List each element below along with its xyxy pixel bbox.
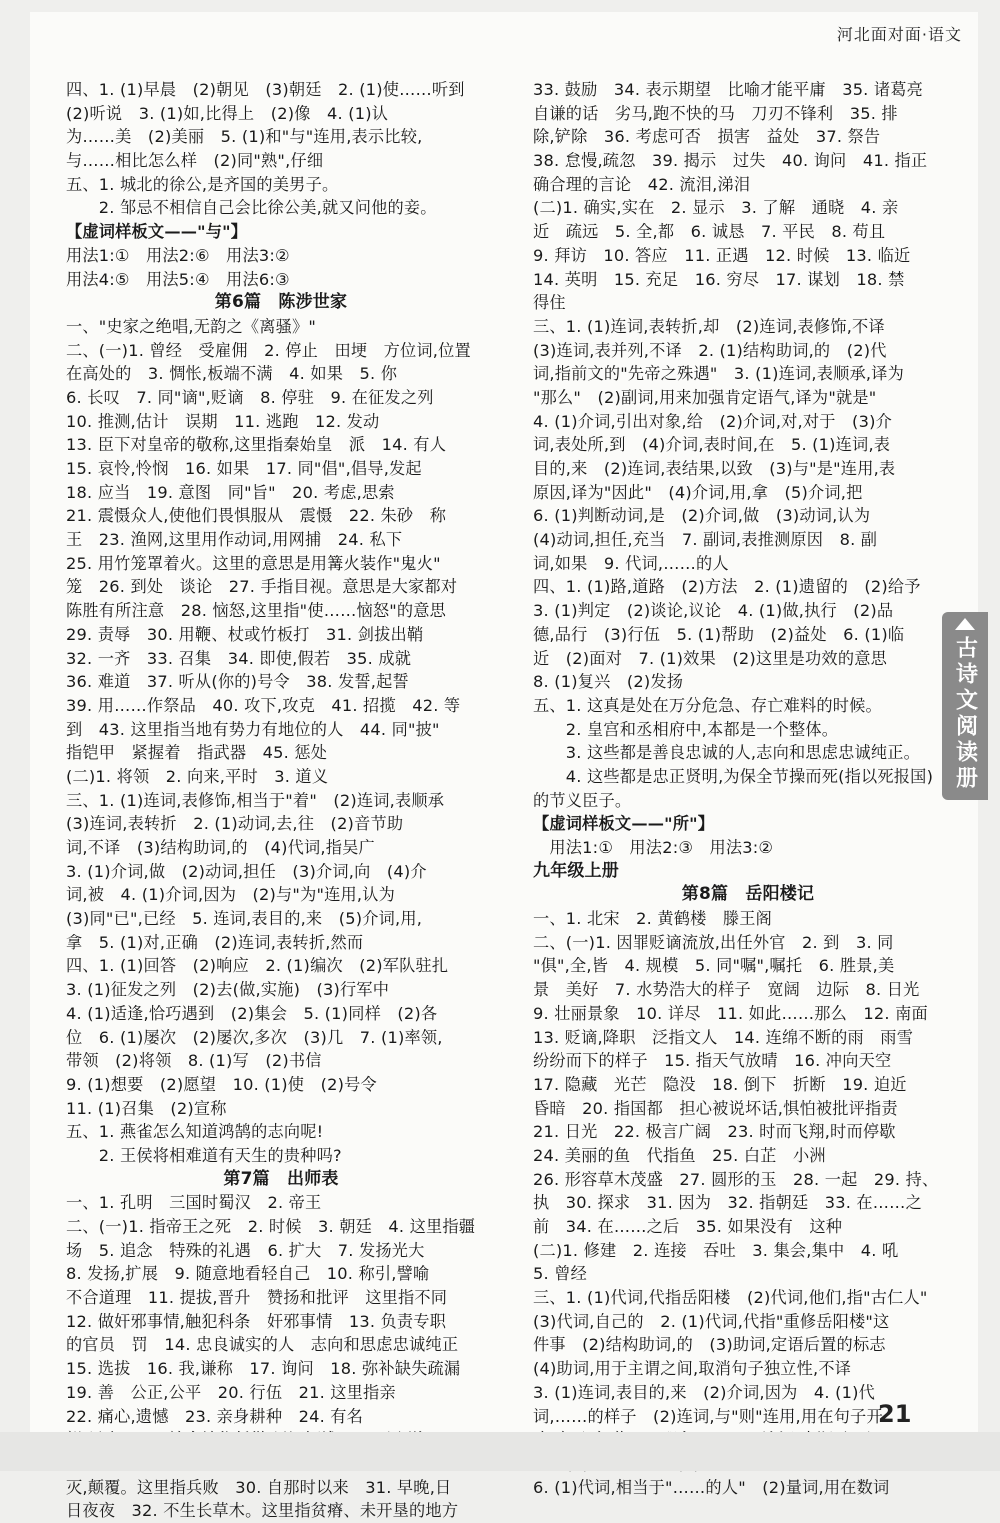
answer-line: 四、1. (1)回答 (2)响应 2. (1)编次 (2)军队驻扎 bbox=[66, 956, 449, 976]
answer-line: 2. 皇宫和丞相府中,本都是一个整体。 bbox=[533, 719, 839, 739]
answer-line: "俱",全,皆 4. 规模 5. 同"嘱",嘱托 6. 胜景,美 bbox=[533, 956, 895, 976]
answer-line: 日夜夜 32. 不生长草木。这里指贫瘠、未开垦的地方 bbox=[66, 1501, 459, 1521]
answer-line: 13. 贬谪,降职 泛指文人 14. 连绵不断的雨 雨雪 bbox=[533, 1027, 914, 1047]
answer-line: 词,如果 9. 代词,……的人 bbox=[533, 553, 729, 573]
answer-line: 4. (1)适逢,恰巧遇到 (2)集会 5. (1)同样 (2)各 bbox=[66, 1003, 438, 1023]
answer-line: 6. (1)代词,相当于"……的人" (2)量词,用在数词 bbox=[533, 1477, 890, 1497]
answer-line: 指铠甲 紧握着 指武器 45. 惩处 bbox=[66, 743, 328, 763]
answer-line: 22. 痛心,遗憾 23. 亲身耕种 24. 有名 bbox=[66, 1406, 364, 1426]
answer-line: 15. 选拔 16. 我,谦称 17. 询问 18. 弥补缺失疏漏 bbox=[66, 1359, 461, 1379]
answer-line: 得住 bbox=[533, 293, 566, 313]
answer-line: 33. 鼓励 34. 表示期望 比喻才能平庸 35. 诸葛亮 bbox=[533, 80, 924, 99]
answer-line: 的节义臣子。 bbox=[533, 790, 632, 810]
answer-line: 4. 这些都是忠正贤明,为保全节操而死(指以死报国) bbox=[533, 766, 934, 786]
answer-line: 9. (1)想要 (2)愿望 10. (1)使 (2)号令 bbox=[66, 1074, 377, 1094]
answer-line: 五、1. 这真是处在万分危急、存亡难料的时候。 bbox=[533, 695, 882, 715]
answer-line: (3)同"已",已经 5. 连词,表目的,来 (5)介词,用, bbox=[66, 909, 423, 929]
answer-line: 29. 责辱 30. 用鞭、杖或竹板打 31. 剑拔出鞘 bbox=[66, 624, 424, 644]
answer-line: 13. 臣下对皇帝的敬称,这里指秦始皇 派 14. 有人 bbox=[66, 435, 447, 455]
answer-line: 景 美好 7. 水势浩大的样子 宽阔 边际 8. 日光 bbox=[533, 980, 920, 1000]
answer-line: 17. 隐藏 光芒 隐没 18. 倒下 折断 19. 迫近 bbox=[533, 1074, 907, 1094]
answer-line: 确合理的言论 42. 流泪,涕泪 bbox=[533, 174, 751, 194]
answer-line: (二)1. 将领 2. 向来,平时 3. 道义 bbox=[66, 766, 329, 786]
answer-line: (4)动词,担任,充当 7. 副词,表推测原因 8. 副 bbox=[533, 530, 878, 550]
bottom-bar bbox=[0, 1432, 1000, 1471]
answer-line: 3. (1)连词,表目的,来 (2)介词,因为 4. (1)代 bbox=[533, 1382, 876, 1402]
answer-line: 四、1. (1)早晨 (2)朝见 (3)朝廷 2. (1)使……听到 bbox=[66, 80, 465, 99]
answer-line: (二)1. 修建 2. 连接 吞吐 3. 集会,集中 4. 吼 bbox=[533, 1240, 899, 1260]
answer-line: 前 34. 在……之后 35. 如果没有 这种 bbox=[533, 1217, 843, 1236]
answer-line: 灭,颠覆。这里指兵败 30. 自那时以来 31. 早晚,日 bbox=[66, 1477, 452, 1497]
answer-line: 11. (1)召集 (2)宣称 bbox=[66, 1098, 227, 1118]
answer-line: 除,铲除 36. 考虑可否 损害 益处 37. 祭告 bbox=[533, 127, 881, 147]
answer-line: 自谦的话 劣马,跑不快的马 刀刃不锋利 35. 排 bbox=[533, 103, 898, 123]
answer-line: 26. 形容草木茂盛 27. 圆形的玉 28. 一起 29. 持、 bbox=[533, 1169, 939, 1189]
section-title: 第8篇 岳阳楼记 bbox=[681, 884, 815, 905]
answer-line: 3. 这些都是善良忠诚的人,志向和思虑忠诚纯正。 bbox=[533, 743, 921, 763]
answer-line: 一、"史家之绝唱,无韵之《离骚》" bbox=[66, 316, 317, 336]
answer-line: 目的,来 (2)连词,表结果,以致 (3)与"是"连用,表 bbox=[533, 459, 896, 478]
answer-line: 在高处的 3. 惆怅,板端不满 4. 如果 5. 你 bbox=[66, 364, 398, 384]
answer-line: 原因,译为"因此" (4)介词,用,拿 (5)介词,把 bbox=[533, 482, 863, 502]
answer-line: 21. 日光 22. 极言广阔 23. 时而飞翔,时而停歇 bbox=[533, 1122, 896, 1142]
answer-line: 10. 推测,估计 误期 11. 逃跑 12. 发动 bbox=[66, 411, 380, 431]
answer-line: 位 6. (1)屡次 (2)屡次,多次 (3)几 7. (1)率领, bbox=[66, 1027, 443, 1047]
page-header: 河北面对面·语文 bbox=[836, 25, 962, 44]
answer-line: 带领 (2)将领 8. (1)写 (2)书信 bbox=[66, 1051, 322, 1071]
answer-line: (二)1. 确实,实在 2. 显示 3. 了解 通晓 4. 亲 bbox=[533, 198, 899, 218]
answer-line: 三、1. (1)连词,表转折,却 (2)连词,表修饰,不译 bbox=[533, 316, 885, 336]
answer-line: 二、(一)1. 曾经 受雇佣 2. 停止 田埂 方位词,位置 bbox=[66, 340, 471, 360]
answer-line: 5. 曾经 bbox=[533, 1264, 587, 1284]
answer-line: 24. 美丽的鱼 代指鱼 25. 白芷 小洲 bbox=[533, 1145, 826, 1165]
answer-line: 19. 善 公正,公平 20. 行伍 21. 这里指亲 bbox=[66, 1382, 396, 1402]
answer-line: 到 43. 这里指当地有势力有地位的人 44. 同"披" bbox=[66, 719, 440, 739]
answer-line: 18. 应当 19. 意图 同"旨" 20. 考虑,思索 bbox=[66, 482, 395, 502]
answer-line: 25. 用竹笼罩着火。这里的意思是用篝火装作"鬼火" bbox=[66, 553, 441, 573]
answer-line: 陈胜有所注意 28. 恼怒,这里指"使……恼怒"的意思 bbox=[66, 601, 447, 621]
answer-line: (3)连词,表并列,不译 2. (1)结构助词,的 (2)代 bbox=[533, 340, 887, 360]
answer-line: 12. 做奸邪事情,触犯科条 奸邪事情 13. 负责专职 bbox=[66, 1311, 447, 1331]
answer-line: 拿 5. (1)对,正确 (2)连词,表转折,然而 bbox=[66, 932, 364, 952]
answer-line: 3. (1)介词,做 (2)动词,担任 (3)介词,向 (4)介 bbox=[66, 861, 427, 881]
answer-line: 近 疏远 5. 全,都 6. 诚恳 7. 平民 8. 苟且 bbox=[533, 222, 886, 242]
answer-line: 词,不译 (3)结构助词,的 (4)代词,指吴广 bbox=[66, 838, 375, 857]
answer-line: 德,品行 (3)行伍 5. (1)帮助 (2)益处 6. (1)临 bbox=[533, 624, 905, 644]
answer-line: 词,……的样子 (2)连词,与"则"连用,用在句子开 bbox=[533, 1406, 883, 1426]
answer-line: 词,指前文的"先帝之殊遇" 3. (1)连词,表顺承,译为 bbox=[533, 364, 905, 384]
answer-line: 三、1. (1)代词,代指岳阳楼 (2)代词,他们,指"古仁人" bbox=[533, 1288, 928, 1308]
answer-line: 38. 怠慢,疏忽 39. 揭示 过失 40. 询问 41. 指正 bbox=[533, 151, 928, 171]
answer-line: 36. 难道 37. 听从(你的)号令 38. 发誓,起誓 bbox=[66, 672, 409, 692]
answer-line: (3)连词,表转折 2. (1)动词,去,往 (2)音节助 bbox=[66, 814, 404, 834]
answer-line: 词,表处所,到 (4)介词,表时间,在 5. (1)连词,表 bbox=[533, 435, 891, 455]
answer-line: 6. (1)判断动词,是 (2)介词,做 (3)动词,认为 bbox=[533, 506, 871, 526]
answer-line: 39. 用……作祭品 40. 攻下,攻克 41. 招揽 42. 等 bbox=[66, 695, 461, 715]
answer-line: 15. 哀怜,怜悯 16. 如果 17. 同"倡",倡导,发起 bbox=[66, 459, 422, 478]
answer-line: 三、1. (1)连词,表修饰,相当于"着" (2)连词,表顺承 bbox=[66, 790, 445, 810]
answer-line: 件事 (2)结构助词,的 (3)助词,定语后置的标志 bbox=[533, 1335, 886, 1355]
answer-line: 场 5. 追念 特殊的礼遇 6. 扩大 7. 发扬光大 bbox=[66, 1240, 425, 1260]
answer-line: 2. 邹忌不相信自己会比徐公美,就又问他的妾。 bbox=[66, 198, 437, 218]
answer-line: 3. (1)判定 (2)谈论,议论 4. (1)做,执行 (2)品 bbox=[533, 601, 894, 621]
answer-line: 6. 长叹 7. 同"谪",贬谪 8. 停驻 9. 在征发之列 bbox=[66, 387, 434, 407]
answer-line: (2)听说 3. (1)如,比得上 (2)像 4. (1)认 bbox=[66, 103, 389, 123]
answer-line: 为……美 (2)美丽 5. (1)和"与"连用,表示比较, bbox=[66, 127, 423, 147]
page-number: 21 bbox=[878, 1400, 912, 1428]
answer-line: 用法4:⑤ 用法5:④ 用法6:③ bbox=[66, 269, 290, 289]
left-column bbox=[66, 78, 496, 1523]
section-side-tab[interactable] bbox=[942, 612, 988, 800]
answer-line: 四、1. (1)路,道路 (2)方法 2. (1)遗留的 (2)给予 bbox=[533, 577, 921, 597]
answer-line: 五、1. 燕雀怎么知道鸿鹄的志向呢! bbox=[66, 1122, 324, 1142]
answer-line: 9. 拜访 10. 答应 11. 正遇 12. 时候 13. 临近 bbox=[533, 245, 911, 265]
answer-line: (4)助词,用于主谓之间,取消句子独立性,不译 bbox=[533, 1359, 852, 1379]
answer-line: 近 (2)面对 7. (1)效果 (2)这里是功效的意思 bbox=[533, 648, 887, 668]
answer-line: 一、1. 孔明 三国时蜀汉 2. 帝王 bbox=[66, 1193, 322, 1213]
answer-line: 王 23. 渔网,这里用作动词,用网捕 24. 私下 bbox=[66, 530, 403, 550]
answer-line: 14. 英明 15. 充足 16. 穷尽 17. 谋划 18. 禁 bbox=[533, 269, 905, 289]
answer-line: 2. 王侯将相难道有天生的贵种吗? bbox=[66, 1145, 342, 1165]
answer-line: 21. 震慑众人,使他们畏惧服从 震慑 22. 朱砂 称 bbox=[66, 506, 447, 526]
answer-line: 一、1. 北宋 2. 黄鹤楼 滕王阁 bbox=[533, 909, 773, 929]
answer-line: 9. 壮丽景象 10. 详尽 11. 如此……那么 12. 南面 bbox=[533, 1003, 928, 1023]
answer-line: 二、(一)1. 指帝王之死 2. 时候 3. 朝廷 4. 这里指疆 bbox=[66, 1217, 476, 1236]
answer-line: 与……相比怎么样 (2)同"熟",仔细 bbox=[66, 151, 324, 171]
tab-arrow-icon bbox=[955, 618, 975, 630]
answer-line: 3. (1)征发之列 (2)去(做,实施) (3)行军中 bbox=[66, 980, 390, 1000]
answer-line: 词,被 4. (1)介词,因为 (2)与"为"连用,认为 bbox=[66, 885, 396, 905]
side-tab-label: 古诗文阅读册 bbox=[952, 636, 978, 792]
answer-line: 用法1:① 用法2:⑥ 用法3:② bbox=[66, 245, 290, 265]
section-title: 第6篇 陈涉世家 bbox=[214, 292, 348, 313]
answer-line: 4. (1)介词,引出对象,给 (2)介词,对,对于 (3)介 bbox=[533, 411, 892, 431]
answer-line: (3)代词,自己的 2. (1)代词,代指"重修岳阳楼"这 bbox=[533, 1311, 890, 1331]
answer-line: 二、(一)1. 因罪贬谪流放,出任外官 2. 到 3. 同 bbox=[533, 932, 894, 952]
answer-line: 的官员 罚 14. 忠良诚实的人 志向和思虑忠诚纯正 bbox=[66, 1335, 459, 1355]
right-column bbox=[533, 78, 963, 1499]
answer-line: 纷纷而下的样子 15. 指天气放晴 16. 冲向天空 bbox=[533, 1051, 892, 1071]
answer-line: 执 30. 探求 31. 因为 32. 指朝廷 33. 在……之 bbox=[533, 1193, 922, 1213]
sample-box-heading: 【虚词样板文——"所"】 bbox=[533, 814, 715, 834]
answer-line: 不合道理 11. 提拔,晋升 赞扬和批评 这里指不同 bbox=[66, 1288, 448, 1308]
answer-line: 昏暗 20. 指国都 担心被说坏话,惧怕被批评指责 bbox=[533, 1098, 898, 1118]
answer-line: 8. (1)复兴 (2)发扬 bbox=[533, 672, 684, 692]
answer-line: 32. 一齐 33. 召集 34. 即使,假若 35. 成就 bbox=[66, 648, 412, 668]
grade-heading: 九年级上册 bbox=[533, 860, 619, 881]
answer-line: 用法1:① 用法2:③ 用法3:② bbox=[533, 838, 774, 857]
answer-line: "那么" (2)副词,用来加强肯定语气,译为"就是" bbox=[533, 387, 877, 407]
sample-box-heading: 【虚词样板文——"与"】 bbox=[66, 222, 248, 242]
answer-line: 五、1. 城北的徐公,是齐国的美男子。 bbox=[66, 174, 339, 194]
section-title: 第7篇 出师表 bbox=[223, 1168, 339, 1189]
answer-line: 8. 发扬,扩展 9. 随意地看轻自己 10. 称引,譬喻 bbox=[66, 1264, 430, 1284]
answer-line: 笼 26. 到处 谈论 27. 手指目视。意思是大家都对 bbox=[66, 577, 458, 597]
